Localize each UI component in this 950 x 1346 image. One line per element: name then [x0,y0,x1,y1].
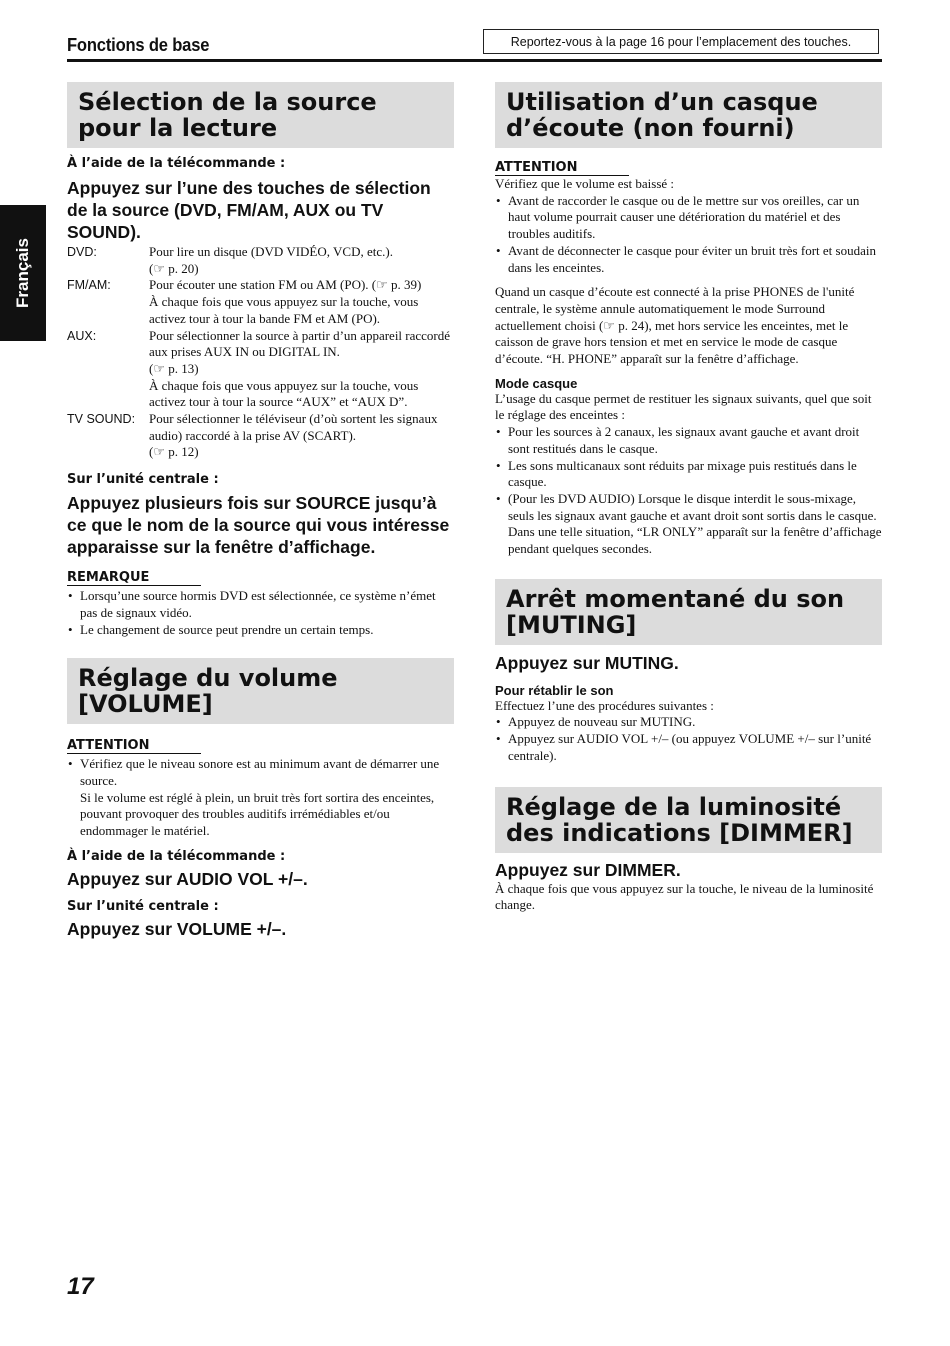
volume-attention-heading: ATTENTION [67,738,201,754]
restore-intro: Effectuez l’une des procédures suivantes : [495,697,714,713]
source-item-aux [67,328,454,412]
source-section-title: Sélection de la source pour la lecture [67,82,454,148]
muting-instruction: Appuyez sur MUTING. [495,652,679,673]
page-number: 17 [67,1273,94,1300]
headphones-attention-heading: ATTENTION [495,160,629,176]
headphones-attention-intro: Vérifiez que le volume est baissé : [495,176,675,191]
source-key: AUX: [67,328,97,343]
source-desc: Pour écouter une station FM ou AM (PO). (☞ p. 39) [149,277,422,293]
list-item: • Le changement de source peut prendre un certain temps. [67,622,454,639]
source-desc: À chaque fois que vous appuyez sur la touche, vous activez tour à tour la source “AUX” et “AUX D”. [149,377,419,410]
restore-list [495,714,882,764]
list-item: • Avant de déconnecter le casque pour éviter un bruit très fort et soudain dans les enceintes. [495,243,882,276]
source-unit-label: Sur l’unité centrale : [67,472,219,488]
source-remote-instruction: Appuyez sur l’une des touches de sélection de la source (DVD, FM/AM, AUX ou TV SOUND). [67,178,431,242]
source-desc: (☞ p. 20) [149,260,199,276]
source-item-fmam [67,277,454,327]
volume-attention-extra: Si le volume est réglé à plein, un bruit très fort sortira des enceintes, pouvant provoquer des troubles auditifs irrémédiables et/ou endommager le matériel. [80,789,435,839]
volume-remote-instruction: Appuyez sur AUDIO VOL +/–. [67,868,308,889]
volume-unit-instruction: Appuyez sur VOLUME +/–. [67,918,287,939]
list-item: • Vérifiez que le niveau sonore est au minimum avant de démarrer une source. [67,756,454,789]
dimmer-section-title: Réglage de la luminosité des indications [DIMMER] [495,787,882,853]
volume-remote-label: À l’aide de la télécommande : [67,848,286,864]
source-desc: À chaque fois que vous appuyez sur la touche, vous activez tour à tour la bande FM et AM (PO). [149,294,419,326]
source-key: FM/AM: [67,278,111,293]
header-reference-box: Reportez-vous à la page 16 pour l’emplacement des touches. [483,29,879,54]
source-item-dvd [67,244,454,277]
muting-section-title: Arrêt momentané du son [MUTING] [495,579,882,645]
list-item: • Les sons multicanaux sont réduits par mixage puis restitués dans le casque. [495,458,882,491]
source-key: DVD: [67,245,97,259]
list-item: • Appuyez sur AUDIO VOL +/– (ou appuyez VOLUME +/– sur l’unité centrale). [495,731,882,764]
headphones-paragraph: Quand un casque d’écoute est connecté à la prise PHONES de l'unité centrale, le système annule automatiquement le mode Surround actuellement choisi (☞ p. 24), met hors service les enceintes, met le caisson de grave hors tension et met en service le mode de casque d’écoute. “H. PHONE” apparaît sur la fenêtre d’affichage. [495,284,855,367]
page-header-title: Fonctions de base [67,35,210,55]
source-desc: (☞ p. 12) [149,444,199,460]
language-tab-label: Français [13,238,32,308]
list-item: • Pour les sources à 2 canaux, les signaux avant gauche et avant droit sont restitués dans le casque. [495,424,882,457]
volume-attention-list [67,756,454,789]
source-desc: Pour sélectionner le téléviseur (d’où sortent les signaux audio) raccordé à la prise AV (SCART). [149,411,438,443]
source-desc: Pour lire un disque (DVD VIDÉO, VCD, etc.). [149,244,393,259]
list-item: • Lorsqu’une source hormis DVD est sélectionnée, ce système n’émet pas de signaux vidéo. [67,588,454,621]
source-item-tvsound [67,411,454,461]
mode-list [495,424,882,558]
right-column [495,82,882,914]
mode-intro: L’usage du casque permet de restituer les signaux suivants, quel que soit le réglage des enceintes : [495,390,872,423]
restore-heading: Pour rétablir le son [495,682,614,698]
source-desc: Pour sélectionner la source à partir d’un appareil raccordé aux prises AUX IN ou DIGITAL IN. [149,327,451,360]
headphones-attention-list [495,193,882,277]
list-item: • Appuyez de nouveau sur MUTING. [495,714,882,731]
source-remote-label: À l’aide de la télécommande : [67,156,286,171]
remark-list [67,588,454,638]
header-divider [67,59,882,62]
language-tab [0,205,46,341]
remark-heading: REMARQUE [67,570,201,586]
source-desc: (☞ p. 13) [149,360,199,376]
dimmer-instruction: Appuyez sur DIMMER. [495,859,681,880]
volume-unit-label: Sur l’unité centrale : [67,898,219,914]
headphones-section-title: Utilisation d’un casque d’écoute (non fourni) [495,82,882,148]
list-item: • (Pour les DVD AUDIO) Lorsque le disque interdit le sous-mixage, seuls les signaux avant gauche et avant droit sont sortis dans le casque. Dans une telle situation, “LR ONLY” apparaît sur la fenêtre d’affichage pendant quelques secondes. [495,491,882,558]
list-item: • Avant de raccorder le casque ou de le mettre sur vos oreilles, car un haut volume pourrait causer une détérioration du matériel et des troubles auditifs. [495,193,882,243]
source-list [67,244,454,461]
mode-heading: Mode casque [495,375,578,391]
volume-section-title: Réglage du volume [VOLUME] [67,658,454,724]
left-column [67,82,454,940]
source-unit-instruction: Appuyez plusieurs fois sur SOURCE jusqu’à ce que le nom de la source qui vous intéresse apparaisse sur la fenêtre d’affichage. [67,493,450,558]
source-key: TV SOUND: [67,412,136,427]
dimmer-text: À chaque fois que vous appuyez sur la touche, le niveau de la luminosité change. [495,880,874,913]
